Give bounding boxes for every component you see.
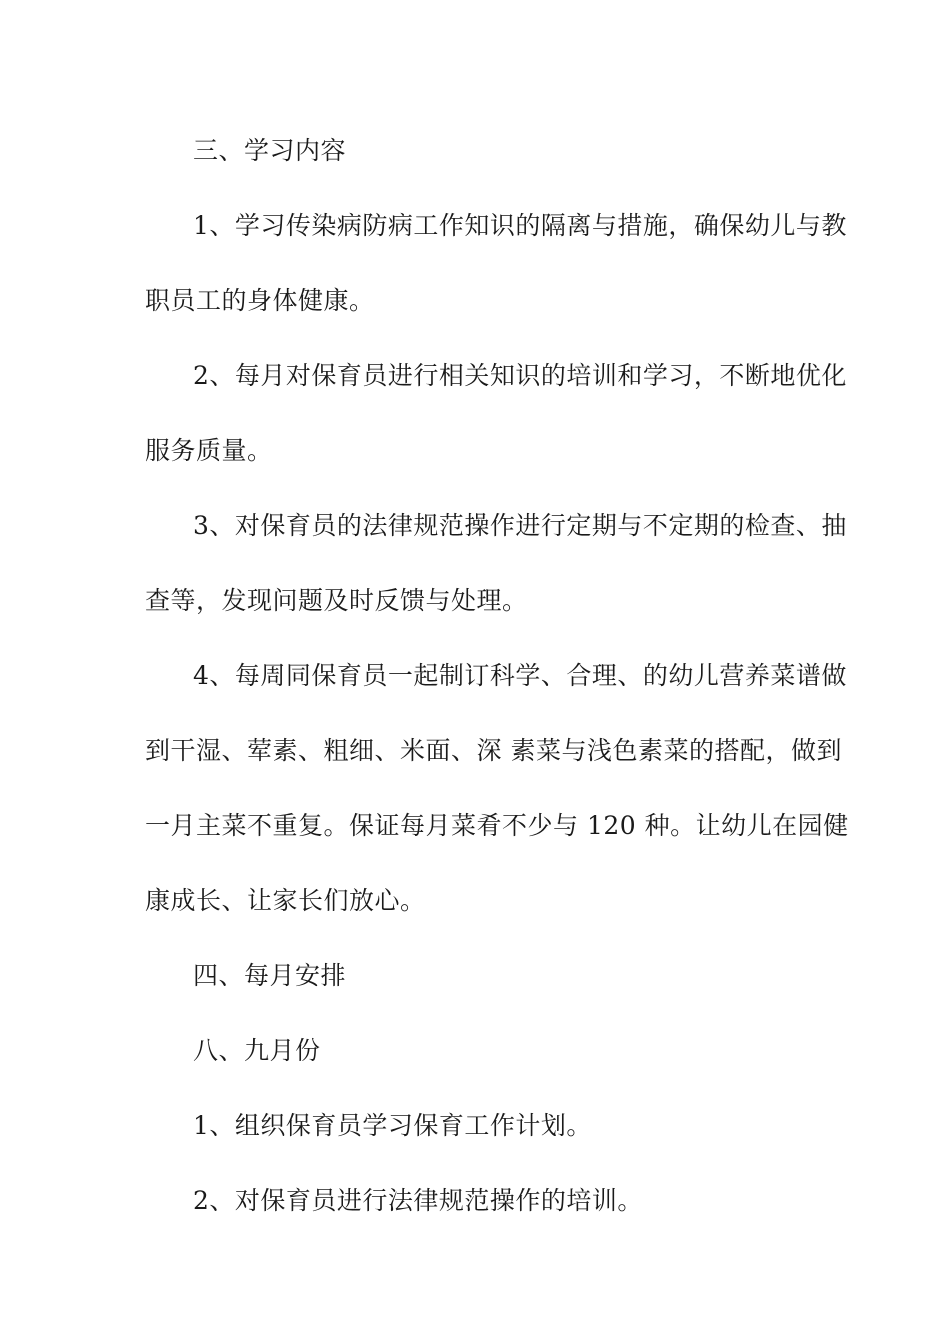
paragraph-line: 2、每月对保育员进行相关知识的培训和学习，不断地优化 — [193, 361, 847, 390]
section-heading-monthly-schedule: 四、每月安排 — [193, 961, 347, 990]
paragraph-line: 3、对保育员的法律规范操作进行定期与不定期的检查、抽 — [193, 511, 847, 540]
paragraph-line: 一月主菜不重复。保证每月菜肴不少与 120 种。让幼儿在园健 — [145, 811, 849, 840]
subheading-aug-sep: 八、九月份 — [193, 1036, 321, 1065]
paragraph-line: 职员工的身体健康。 — [145, 286, 375, 315]
list-item: 2、对保育员进行法律规范操作的培训。 — [193, 1186, 643, 1215]
document-body — [145, 113, 849, 1238]
paragraph-line: 查等，发现问题及时反馈与处理。 — [145, 586, 528, 615]
section-heading-study-content: 三、学习内容 — [193, 136, 347, 165]
paragraph-line: 1、学习传染病防病工作知识的隔离与措施，确保幼儿与教 — [193, 211, 847, 240]
list-item: 1、组织保育员学习保育工作计划。 — [193, 1111, 592, 1140]
paragraph-line: 到干湿、荤素、粗细、米面、深 素菜与浅色素菜的搭配，做到 — [145, 736, 842, 765]
paragraph-line: 4、每周同保育员一起制订科学、合理、的幼儿营养菜谱做 — [193, 661, 847, 690]
paragraph-line: 康成长、让家长们放心。 — [145, 886, 426, 915]
paragraph-line: 服务质量。 — [145, 436, 273, 465]
